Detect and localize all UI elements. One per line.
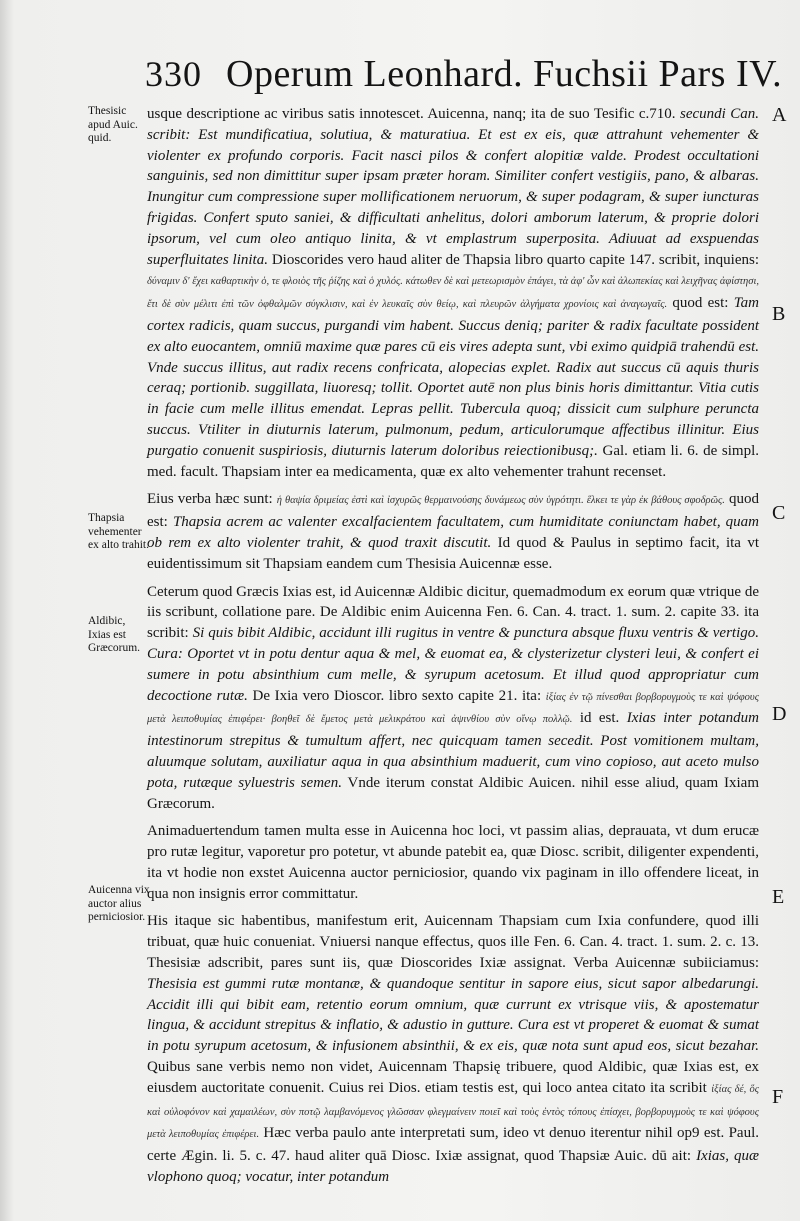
paragraph-5 <box>147 911 759 1187</box>
translation-ixias: Ixias inter potandum intestinorum strepitus & tumultum affert, nec quicquam tamen secedit. Post vomitionem multam, aluumque solutam, auxiliatur aqua in qua absinthium maduerit, cum vino copioso, aut aceto mulso pota, rutæque syluestris semen. <box>147 710 759 791</box>
quote-auicenna-thesisia: secundi Can. scribit: Est mundificatiua, solutiua, & maturatiua. Et est ex eis, quæ attrahunt vehementer & violenter ex profundo corporis. Facit nasci pilos & confert alopitiæ valde. Prodest occultationi sanguinis, sed non dimittitur super ipsam præter horam. Similiter confert vestigiis, pano, & albaras. Inungitur cum compressione super mollificationem neruorum, & super podagram, & super iuncturas frigidas. Confert sputo saniei, & difficultati anhelitus, dolori amborum laterum, & proprie dolori ipsorum, vel cum oleo antiquo linita, & vt emplastrum superposita. Adiuuat ad exspuendas superfluitates linita. <box>147 106 760 268</box>
section-letter-a: A <box>772 104 787 126</box>
section-letter-e: E <box>772 886 785 908</box>
translation-galen: Thapsia acrem ac valenter excalfacientem facultatem, cum humiditate coniunctam habet, quam ob rem ex alto violenter trahit, & quod traxit discutit. <box>147 514 759 551</box>
paragraph-2 <box>147 489 759 574</box>
margin-note-auicenna: Auicenna vix auctor alius perniciosior. <box>88 884 150 923</box>
section-letter-b: B <box>772 303 786 325</box>
greek-quote: ἰξίας δέ, ὅς καὶ οὐλοφόνον καὶ χαμαιλέων, σὺν ποτῷ λαμβανόμενος γλῶσσαν φλεγμαίνειν ποιεῖ καὶ τοὺς ἐντὸς τόπους ἐπίσχει, βορβορυγμοὺς τε καὶ ψόφους μετὰ λειποθυμίας ἐπιφέρει. <box>147 1083 759 1141</box>
quote-auicenna-thesisia-2: Thesisia est gummi rutæ montanæ, & quandoque sentitur in sapore eius, sicut sapor albedarungi. Accidit illi qui bibit eam, retentio eorum omnium, quæ currunt ex vtrisque viis, & apostematur lingua, & accidunt strepitus & inflatio, & adustio in gutture. Cura est vt properet & euomat & sumat in potu syrupum acetosum, & infusionem absinthii, & ex eis, quæ nota sunt apud eos, sicut bezahar. <box>147 975 759 1055</box>
text-span: His itaque sic habentibus, manifestum erit, Auicennam Thapsiam cum Ixia confundere, quod illi tribuat, quæ huic conueniat. Vniuersi nanque effectus, quos ille Fen. 6. Can. 4. tract. 1. sum. 2. c. 13. Thesisiæ adscribit, pares sunt iis, quæ Dioscorides Ixiæ assignat. Verba Auicennæ subiiciamus: <box>147 913 759 972</box>
greek-quote: ἰξίας ἐν τῷ πίνεσθαι βορβορυγμοὺς τε καὶ ψόφους μετὰ λειποθυμίας ἐπιφέρει· βοηθεῖ δὲ ἔμετος μετὰ μελικράτου καὶ ἀψινθίου σὺν οἴνῳ πολλῷ. <box>147 691 760 726</box>
margin-note-thesisic: Thesisic apud Auic. quid. <box>88 105 138 144</box>
text-span: Hæc verba paulo ante interpretati sum, ideo vt denuo iterentur nihil op9 est. Paul. certe Ægin. li. 5. c. 47. haud aliter quā Diosc. Ixiæ assignat, quod Thapsiæ Auic. dū ait: <box>147 1125 759 1165</box>
paragraph-1 <box>147 104 759 482</box>
text-span: De Ixia vero Dioscor. libro sexto capite 21. ita: <box>252 687 542 704</box>
text-span: Ceterum quod Græcis Ixias est, id Auicennæ Aldibic dicitur, quemadmodum ex eorum quæ vtrique de iis scribunt, collatione pare. De Aldibic enim Auicenna Fen. 6. Can. 4. tract. 1. sum. 2. capite 33. ita scribit: <box>147 583 759 642</box>
text-span: Quibus sane verbis nemo non videt, Auicennam Thapsię tribuere, quod Aldibic, quæ Ixias est, ex eiusdem auctoritate conuenit. Cuius rei Dios. etiam testis est, qui loco antea citato ita scribit <box>147 1059 759 1096</box>
section-letter-f: F <box>772 1086 784 1108</box>
text-span: Id quod & Paulus in septimo facit, ita vt euidentissimum sit Thapsiam eandem cum Thesisia Auicennæ esse. <box>147 534 760 572</box>
section-letter-d: D <box>772 703 787 725</box>
text-span: Eius verba hæc sunt: <box>147 491 273 508</box>
text-span: Dioscorides vero haud aliter de Thapsia libro quarto capite 147. scribit, inquiens: <box>271 251 759 268</box>
page-number: 330 <box>145 54 202 94</box>
translation-dioscorides: Tam cortex radicis, quam succus, purgandi vim habent. Succus deniq; pariter & radix facultate possident ex alto euocantem, omniū maxime quæ pares cū eis vires adepta sunt, vbi eximo quidpiā trahendū est. Vnde succus illitus, aut radix recens confricata, alopecias explet. Radix aut succus cū aquis thuris ceraq; portionib. suggillata, liuoresq; tollit. Oportet autē non plus binis horis dimittantur. Vitia cutis in facie cum melle illitus emendat. Lepras pellit. Tubercula quoq; dissicit cum sulphure peruncta succus. Vtiliter in diuturnis laterum, pulmonum, pedum, articulorumque affectibus illinitur. Eius purgatio conuenit suspiriosis, diuturnis laterum doloribus reiectionibusq;. <box>147 295 760 459</box>
text-span: Animaduertendum tamen multa esse in Auicenna hoc loci, vt passim alias, deprauata, vt dum erucæ pro rutæ legitur, vaporetur pro potetur, vt abunde patebit ea, quæ Diosc. scribit, diligenter expendenti, ita vt hodie non exstet Auicenna auctor perniciosior, quando vix paginam in illo offendere liceat, in qua non insignis error committatur. <box>147 823 759 902</box>
text-span: quod est: <box>147 491 760 531</box>
quote-paulus: Ixias, quæ vlophono quoq; vocatur, inter potandum <box>147 1148 759 1186</box>
margin-note-aldibic: Aldibic, Ixias est Græcorum. <box>88 615 141 654</box>
text-span: id est. <box>579 710 620 727</box>
paragraph-4 <box>147 821 759 904</box>
text-span: Vnde iterum constat Aldibic Auicen. nihil esse aliud, quam Ixiam Græcorum. <box>147 774 759 812</box>
body-text <box>147 104 759 1195</box>
quote-auicenna-aldibic: Si quis bibit Aldibic, accidunt illi rugitus in ventre & punctura absque fluxu ventris & vertigo. Cura: Oportet vt in potu dentur aqua & mel, & euomat ea, & clysterizetur clysteri leui, & confert ei sumere in potu absinthium cum melle, & syrupum acetosum. Et illud quod appropriatur cum decoctione rutæ. <box>147 625 759 704</box>
running-title: Operum Leonhard. Fuchsii Pars IV. <box>226 53 783 95</box>
paragraph-3 <box>147 582 759 815</box>
text-span: quod est: <box>672 295 729 312</box>
greek-quote: δύναμιν δ' ἔχει καθαρτικὴν ὁ, τε φλοιὸς τῆς ῥίζης καὶ ὁ χυλός. κάτωθεν δὲ καὶ μετεωρισμὸν ἐπάγει, τὰ ἀφ' ὧν καὶ ἀλωπεκίας καὶ λειχῆνας ἀφίστησι, ἔτι δὲ σὺν μέλιτι ἐπὶ τῶν ὀφθαλμῶν σύγκλισιν, καὶ ἐν λευκαῖς σὺν θείῳ, καὶ πλευρῶν ἀλγήματα χρονίοις καὶ ἀναγωγαῖς. <box>147 276 759 311</box>
page-header <box>145 52 783 100</box>
section-letter-c: C <box>772 502 786 524</box>
greek-quote: ἡ θαψία δριμείας ἐστὶ καὶ ἰσχυρῶς θερμαινούσης δυνάμεως σὺν ὑγρότητι. ἕλκει τε γὰρ ἐκ βάθους σφοδρῶς. <box>276 495 725 507</box>
margin-note-thapsia: Thapsia vehementer ex alto trahit. <box>88 512 149 551</box>
text-span: usque descriptione ac viribus satis innotescet. Auicenna, nanq; ita de suo Tesific c.710. <box>147 106 676 122</box>
text-span: Gal. etiam li. 6. de simpl. med. facult. Thapsiam inter ea medicamenta, quæ ex alto vehementer trahunt recenset. <box>147 442 760 480</box>
